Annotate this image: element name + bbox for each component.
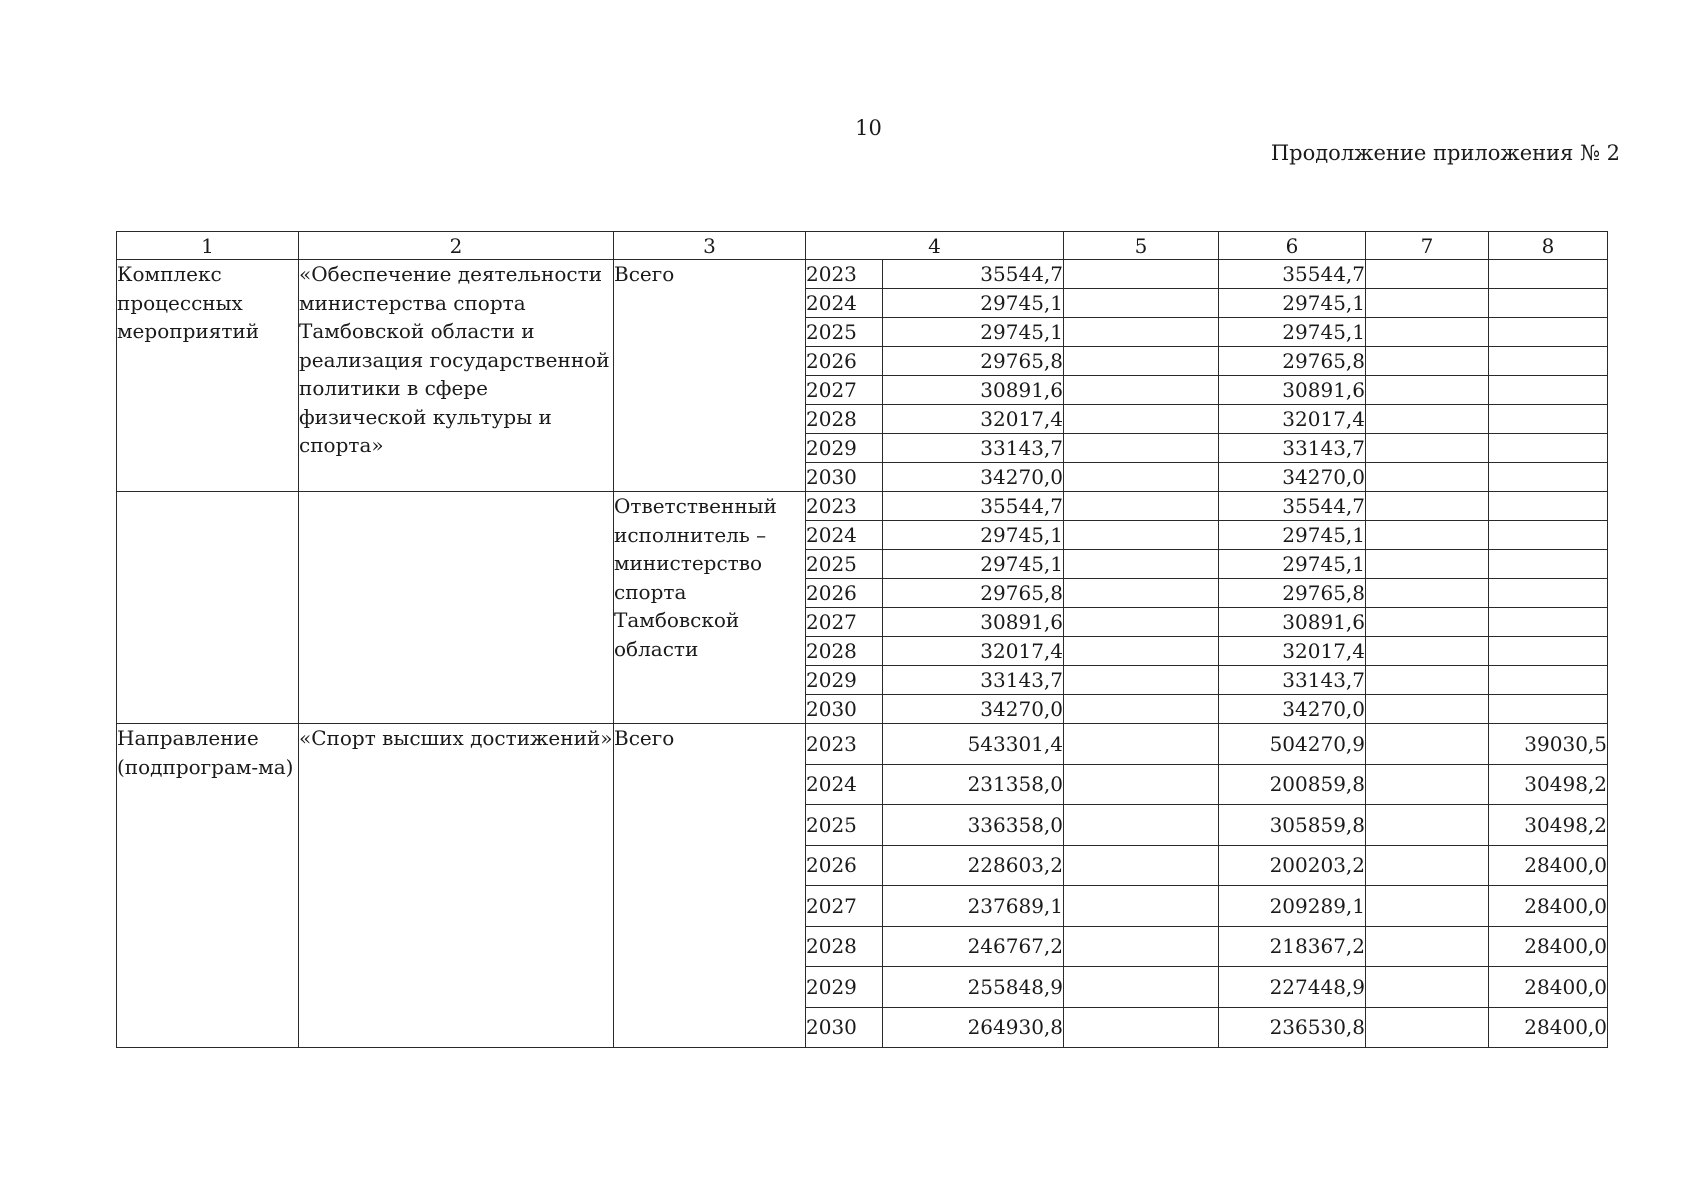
table-row — [117, 260, 1608, 289]
cell-c8 — [1489, 347, 1608, 376]
cell-c6: 29765,8 — [1219, 347, 1366, 376]
cell-c8 — [1489, 260, 1608, 289]
cell-c8: 28400,0 — [1489, 1007, 1608, 1048]
cell-c5 — [1064, 666, 1219, 695]
column-header: 2 — [299, 232, 614, 260]
cell-year: 2030 — [806, 695, 883, 724]
cell-c6: 32017,4 — [1219, 637, 1366, 666]
cell-c7 — [1366, 550, 1489, 579]
cell-total: 255848,9 — [883, 967, 1064, 1008]
cell-c5 — [1064, 637, 1219, 666]
cell-c6: 200203,2 — [1219, 845, 1366, 886]
cell-total: 33143,7 — [883, 666, 1064, 695]
cell-c7 — [1366, 764, 1489, 805]
cell-c5 — [1064, 695, 1219, 724]
cell-c5 — [1064, 260, 1219, 289]
cell-c5 — [1064, 550, 1219, 579]
cell-c5 — [1064, 967, 1219, 1008]
cell-c5 — [1064, 608, 1219, 637]
cell-c6: 32017,4 — [1219, 405, 1366, 434]
cell-year: 2027 — [806, 376, 883, 405]
page-number: 10 — [855, 116, 882, 140]
cell-year: 2030 — [806, 463, 883, 492]
cell-c7 — [1366, 434, 1489, 463]
cell-year: 2030 — [806, 1007, 883, 1048]
cell-c5 — [1064, 579, 1219, 608]
cell-year: 2027 — [806, 886, 883, 927]
cell-c5 — [1064, 521, 1219, 550]
cell-c5 — [1064, 289, 1219, 318]
cell-c7 — [1366, 886, 1489, 927]
cell-total: 237689,1 — [883, 886, 1064, 927]
cell-year: 2027 — [806, 608, 883, 637]
column-header: 8 — [1489, 232, 1608, 260]
cell-total: 231358,0 — [883, 764, 1064, 805]
cell-c5 — [1064, 926, 1219, 967]
cell-c6: 29745,1 — [1219, 550, 1366, 579]
cell-c8 — [1489, 434, 1608, 463]
column-header: 7 — [1366, 232, 1489, 260]
cell-c8 — [1489, 579, 1608, 608]
cell-total: 34270,0 — [883, 695, 1064, 724]
cell-c6: 218367,2 — [1219, 926, 1366, 967]
cell-c6: 236530,8 — [1219, 1007, 1366, 1048]
cell-year: 2023 — [806, 724, 883, 765]
cell-c5 — [1064, 845, 1219, 886]
cell-year: 2023 — [806, 260, 883, 289]
cell-c6: 30891,6 — [1219, 608, 1366, 637]
cell-year: 2025 — [806, 318, 883, 347]
cell-total: 228603,2 — [883, 845, 1064, 886]
cell-c8 — [1489, 521, 1608, 550]
cell-c7 — [1366, 845, 1489, 886]
cell-year: 2029 — [806, 666, 883, 695]
cell-c5 — [1064, 376, 1219, 405]
column-header: 3 — [614, 232, 806, 260]
cell-year: 2024 — [806, 521, 883, 550]
table-row — [117, 724, 1608, 765]
cell-c8 — [1489, 405, 1608, 434]
cell-c7 — [1366, 608, 1489, 637]
cell-year: 2026 — [806, 845, 883, 886]
cell-total: 29745,1 — [883, 318, 1064, 347]
cell-c8: 39030,5 — [1489, 724, 1608, 765]
cell-c5 — [1064, 463, 1219, 492]
cell-c8 — [1489, 376, 1608, 405]
cell-col1: Комплекс процессных мероприятий — [117, 260, 299, 492]
budget-table — [116, 231, 1608, 1048]
cell-c5 — [1064, 434, 1219, 463]
cell-c8: 30498,2 — [1489, 764, 1608, 805]
cell-total: 543301,4 — [883, 724, 1064, 765]
cell-c8 — [1489, 318, 1608, 347]
cell-col3: Всего — [614, 260, 806, 492]
cell-year: 2026 — [806, 579, 883, 608]
cell-c6: 33143,7 — [1219, 666, 1366, 695]
cell-c6: 34270,0 — [1219, 463, 1366, 492]
cell-c5 — [1064, 886, 1219, 927]
cell-c7 — [1366, 463, 1489, 492]
cell-c7 — [1366, 347, 1489, 376]
cell-c7 — [1366, 967, 1489, 1008]
column-header: 6 — [1219, 232, 1366, 260]
cell-year: 2028 — [806, 637, 883, 666]
cell-c7 — [1366, 405, 1489, 434]
cell-c7 — [1366, 724, 1489, 765]
cell-col2: «Обеспечение деятельности министерства спорта Тамбовской области и реализация государственной политики в сфере физической культуры и спорта» — [299, 260, 614, 492]
cell-col3: Ответственный исполнитель – министерство спорта Тамбовской области — [614, 492, 806, 724]
cell-total: 29765,8 — [883, 347, 1064, 376]
cell-c5 — [1064, 405, 1219, 434]
cell-c6: 209289,1 — [1219, 886, 1366, 927]
cell-total: 29765,8 — [883, 579, 1064, 608]
cell-c5 — [1064, 318, 1219, 347]
cell-total: 30891,6 — [883, 608, 1064, 637]
cell-c8: 28400,0 — [1489, 967, 1608, 1008]
cell-c6: 34270,0 — [1219, 695, 1366, 724]
cell-col2: «Спорт высших достижений» — [299, 724, 614, 1048]
cell-c8 — [1489, 637, 1608, 666]
cell-c7 — [1366, 1007, 1489, 1048]
cell-c8 — [1489, 492, 1608, 521]
cell-total: 33143,7 — [883, 434, 1064, 463]
cell-c6: 305859,8 — [1219, 805, 1366, 846]
cell-col2 — [299, 492, 614, 724]
cell-c6: 29765,8 — [1219, 579, 1366, 608]
cell-c5 — [1064, 492, 1219, 521]
cell-total: 264930,8 — [883, 1007, 1064, 1048]
cell-c7 — [1366, 289, 1489, 318]
cell-c6: 29745,1 — [1219, 289, 1366, 318]
cell-col3: Всего — [614, 724, 806, 1048]
cell-c7 — [1366, 579, 1489, 608]
cell-c7 — [1366, 318, 1489, 347]
cell-total: 35544,7 — [883, 492, 1064, 521]
table-row — [117, 492, 1608, 521]
cell-c6: 30891,6 — [1219, 376, 1366, 405]
cell-total: 35544,7 — [883, 260, 1064, 289]
cell-total: 29745,1 — [883, 521, 1064, 550]
cell-c5 — [1064, 805, 1219, 846]
cell-year: 2024 — [806, 289, 883, 318]
cell-c7 — [1366, 926, 1489, 967]
cell-c7 — [1366, 492, 1489, 521]
cell-year: 2029 — [806, 434, 883, 463]
cell-col1: Направление (подпрограм-ма) — [117, 724, 299, 1048]
cell-c6: 200859,8 — [1219, 764, 1366, 805]
cell-c7 — [1366, 666, 1489, 695]
cell-c5 — [1064, 347, 1219, 376]
cell-c8: 28400,0 — [1489, 845, 1608, 886]
cell-year: 2028 — [806, 405, 883, 434]
cell-c6: 227448,9 — [1219, 967, 1366, 1008]
cell-year: 2028 — [806, 926, 883, 967]
cell-c6: 29745,1 — [1219, 318, 1366, 347]
cell-total: 246767,2 — [883, 926, 1064, 967]
cell-c5 — [1064, 724, 1219, 765]
cell-c8 — [1489, 666, 1608, 695]
table-body — [117, 260, 1608, 1048]
column-header: 1 — [117, 232, 299, 260]
cell-c6: 35544,7 — [1219, 260, 1366, 289]
cell-col1 — [117, 492, 299, 724]
cell-year: 2025 — [806, 805, 883, 846]
cell-c7 — [1366, 260, 1489, 289]
cell-c7 — [1366, 637, 1489, 666]
cell-c7 — [1366, 521, 1489, 550]
cell-c8 — [1489, 608, 1608, 637]
cell-total: 30891,6 — [883, 376, 1064, 405]
table-header — [117, 232, 1608, 260]
cell-year: 2029 — [806, 967, 883, 1008]
cell-c8: 30498,2 — [1489, 805, 1608, 846]
cell-c7 — [1366, 376, 1489, 405]
column-header: 5 — [1064, 232, 1219, 260]
cell-c8 — [1489, 550, 1608, 579]
cell-c6: 33143,7 — [1219, 434, 1366, 463]
cell-c6: 29745,1 — [1219, 521, 1366, 550]
cell-total: 34270,0 — [883, 463, 1064, 492]
cell-c6: 35544,7 — [1219, 492, 1366, 521]
cell-c8 — [1489, 289, 1608, 318]
cell-year: 2023 — [806, 492, 883, 521]
cell-total: 29745,1 — [883, 289, 1064, 318]
cell-total: 32017,4 — [883, 637, 1064, 666]
cell-year: 2025 — [806, 550, 883, 579]
cell-total: 336358,0 — [883, 805, 1064, 846]
appendix-continuation-title: Продолжение приложения № 2 — [1270, 141, 1620, 165]
cell-c5 — [1064, 1007, 1219, 1048]
cell-total: 29745,1 — [883, 550, 1064, 579]
cell-c5 — [1064, 764, 1219, 805]
column-header: 4 — [806, 232, 1064, 260]
cell-c6: 504270,9 — [1219, 724, 1366, 765]
cell-c8: 28400,0 — [1489, 886, 1608, 927]
cell-year: 2024 — [806, 764, 883, 805]
cell-c7 — [1366, 695, 1489, 724]
cell-year: 2026 — [806, 347, 883, 376]
cell-c8 — [1489, 695, 1608, 724]
cell-c7 — [1366, 805, 1489, 846]
cell-total: 32017,4 — [883, 405, 1064, 434]
cell-c8: 28400,0 — [1489, 926, 1608, 967]
cell-c8 — [1489, 463, 1608, 492]
